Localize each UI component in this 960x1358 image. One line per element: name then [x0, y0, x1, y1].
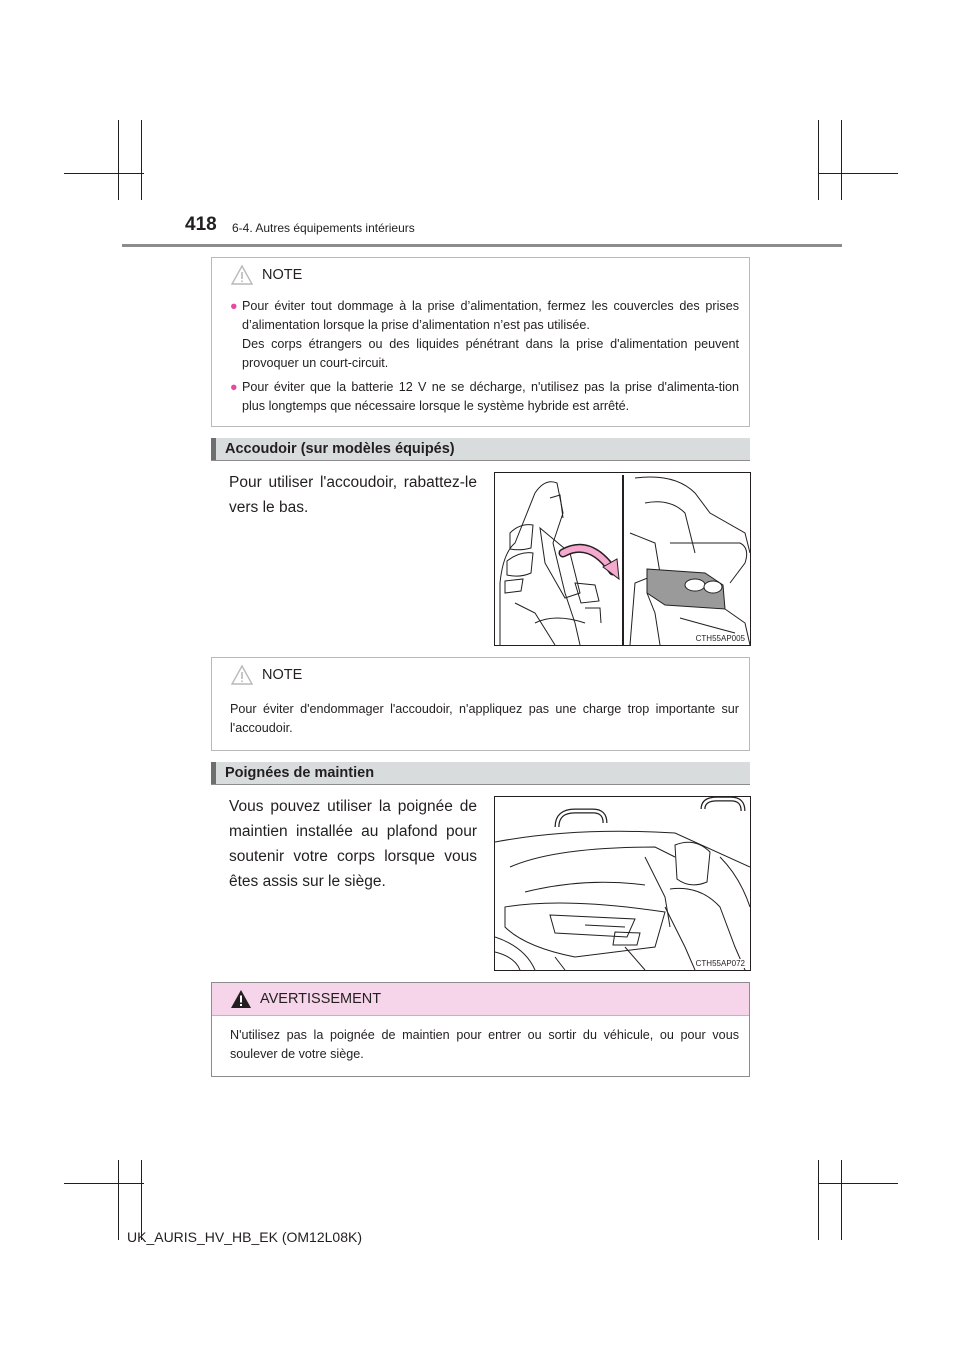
note-item-text: Pour éviter que la batterie 12 V ne se décharge, n'utilisez pas la prise d'alimenta-tion plus longtemps que nécessaire lorsque le système hybride est arrêté. [242, 380, 739, 413]
figure-code: CTH55AP005 [695, 634, 745, 643]
crop-mark [818, 1183, 898, 1184]
figure-code: CTH55AP072 [695, 959, 745, 968]
crop-mark [64, 173, 144, 174]
armrest-illustration [494, 472, 751, 646]
crop-mark [118, 120, 119, 200]
caution-triangle-icon [230, 264, 254, 286]
armrest-drawing [495, 473, 750, 645]
footer-document-code: UK_AURIS_HV_HB_EK (OM12L08K) [127, 1229, 362, 1245]
warning-text: N'utilisez pas la poignée de maintien pour entrer ou sortir du véhicule, ou pour vous soulever de votre siège. [230, 1028, 739, 1061]
section-heading-text: Accoudoir (sur modèles équipés) [225, 441, 455, 457]
note-header [230, 664, 302, 686]
bullet-icon: ● [230, 299, 238, 313]
note-item [230, 297, 739, 373]
section-heading-armrest [211, 438, 750, 461]
note-box-power-outlet [211, 257, 750, 427]
warning-header [212, 983, 749, 1016]
note-box-armrest [211, 657, 750, 751]
crop-mark [841, 120, 842, 200]
note-item [230, 378, 739, 416]
section-heading-text: Poignées de maintien [225, 765, 375, 781]
crop-mark [818, 120, 819, 200]
warning-box [211, 982, 750, 1077]
bullet-icon: ● [230, 380, 238, 394]
assist-grip-illustration [494, 796, 751, 971]
note-header [230, 264, 302, 286]
crop-mark [818, 173, 898, 174]
crop-mark [141, 120, 142, 200]
crop-mark [818, 1160, 819, 1240]
header-rule [122, 244, 842, 247]
note-item-text: Des corps étrangers ou des liquides pénétrant dans la prise d'alimentation peuvent provoquer un court-circuit. [242, 337, 739, 370]
warning-title: AVERTISSEMENT [260, 991, 382, 1007]
note-title: NOTE [262, 667, 303, 683]
note-item-text: Pour éviter tout dommage à la prise d’alimentation, fermez les couvercles des prises d’alimentation lorsque la prise d’alimentation n’est pas utilisée. [242, 299, 739, 332]
caution-triangle-icon [230, 664, 254, 686]
crop-mark [118, 1160, 119, 1240]
crop-mark [64, 1183, 144, 1184]
section-heading-handles [211, 762, 750, 785]
armrest-text: Pour utiliser l'accoudoir, rabattez-le vers le bas. [229, 474, 477, 516]
assist-grip-drawing [495, 797, 750, 970]
warning-triangle-icon [230, 989, 252, 1009]
crop-mark [141, 1160, 142, 1240]
crop-mark [841, 1160, 842, 1240]
handles-text: Vous pouvez utiliser la poignée de maintien installée au plafond pour soutenir votre corps lorsque vous êtes assis sur le siège. [229, 798, 477, 890]
note-title: NOTE [262, 267, 303, 283]
page-number: 418 [185, 214, 217, 235]
note-body [230, 297, 739, 416]
section-path: 6-4. Autres équipements intérieurs [232, 221, 415, 235]
note-text: Pour éviter d'endommager l'accoudoir, n'appliquez pas une charge trop importante sur l'accoudoir. [230, 702, 739, 735]
